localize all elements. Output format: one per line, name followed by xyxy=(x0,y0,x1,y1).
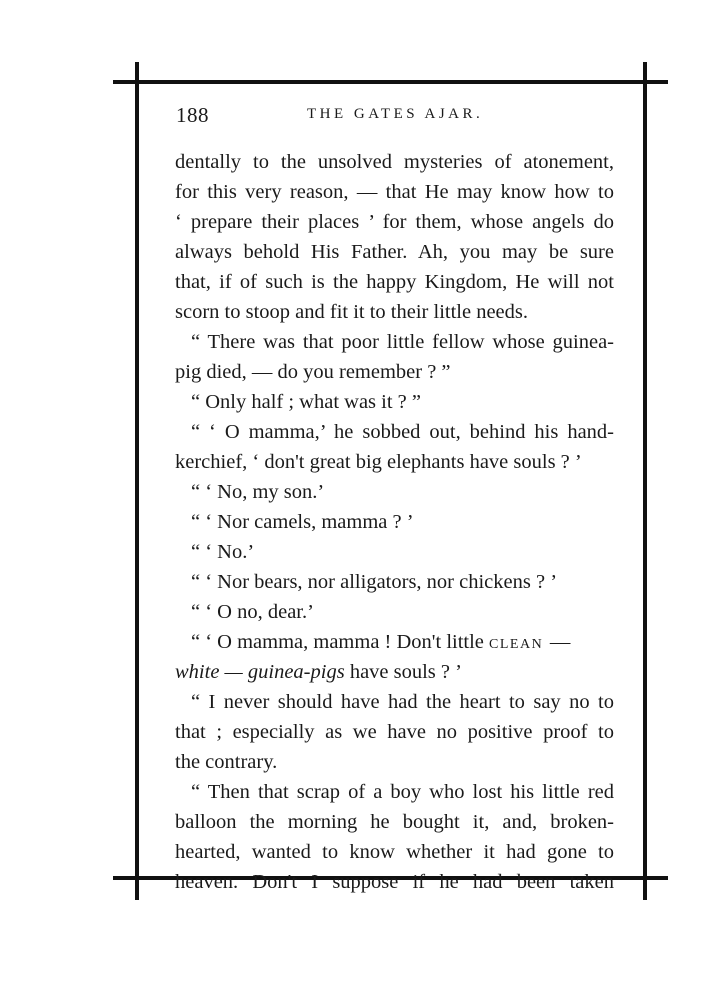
text-line: “ ‘ Nor bears, nor alligators, nor chickens ? ’ xyxy=(191,571,558,593)
text-line: “ ‘ O no, dear.’ xyxy=(191,601,314,623)
text-line: the contrary. xyxy=(175,751,278,773)
text-line: scorn to stoop and fit it to their little needs. xyxy=(175,301,528,323)
top-border-rule xyxy=(113,80,668,84)
text-line: dentally to the unsolved mysteries of atonement, xyxy=(175,151,614,173)
running-title: THE GATES AJAR. xyxy=(307,106,484,122)
text-line: always behold His Father. Ah, you may be sure xyxy=(175,241,614,263)
page-number: 188 xyxy=(176,103,209,127)
text-line: pig died, — do you remember ? ” xyxy=(175,361,451,383)
text-line: “ ‘ Nor camels, mamma ? ’ xyxy=(191,511,414,533)
text-run: “ ‘ O mamma, mamma ! Don't little xyxy=(191,631,484,653)
right-border-rule xyxy=(643,62,647,900)
text-line: “ Only half ; what was it ? ” xyxy=(191,391,421,413)
text-line: “ I never should have had the heart to say no to xyxy=(191,691,614,713)
text-line: for this very reason, — that He may know how to xyxy=(175,181,614,203)
text-line: “ ‘ No.’ xyxy=(191,541,255,563)
text-line: that ; especially as we have no positive proof to xyxy=(175,721,614,743)
text-run: have souls ? ’ xyxy=(344,661,462,683)
text-line: “ Then that scrap of a boy who lost his little red xyxy=(191,781,614,803)
italic-phrase: white — guinea-pigs xyxy=(175,661,345,683)
text-line: heaven. Don't I suppose if he had been taken xyxy=(175,871,614,893)
left-border-rule xyxy=(135,62,139,900)
page-body xyxy=(175,147,614,897)
text-line xyxy=(175,657,614,687)
page-header xyxy=(174,103,614,133)
text-line: kerchief, ‘ don't great big elephants have souls ? ’ xyxy=(175,451,582,473)
text-line: balloon the morning he bought it, and, broken- xyxy=(175,811,614,833)
text-line: “ There was that poor little fellow whose guinea- xyxy=(191,331,614,353)
text-line xyxy=(175,627,614,657)
small-caps-word: clean — xyxy=(489,631,572,653)
text-line: hearted, wanted to know whether it had gone to xyxy=(175,841,614,863)
text-line: “ ‘ O mamma,’ he sobbed out, behind his hand- xyxy=(191,421,614,443)
text-line: ‘ prepare their places ’ for them, whose angels do xyxy=(175,211,614,233)
text-line: that, if of such is the happy Kingdom, He will not xyxy=(175,271,614,293)
text-line: “ ‘ No, my son.’ xyxy=(191,481,325,503)
